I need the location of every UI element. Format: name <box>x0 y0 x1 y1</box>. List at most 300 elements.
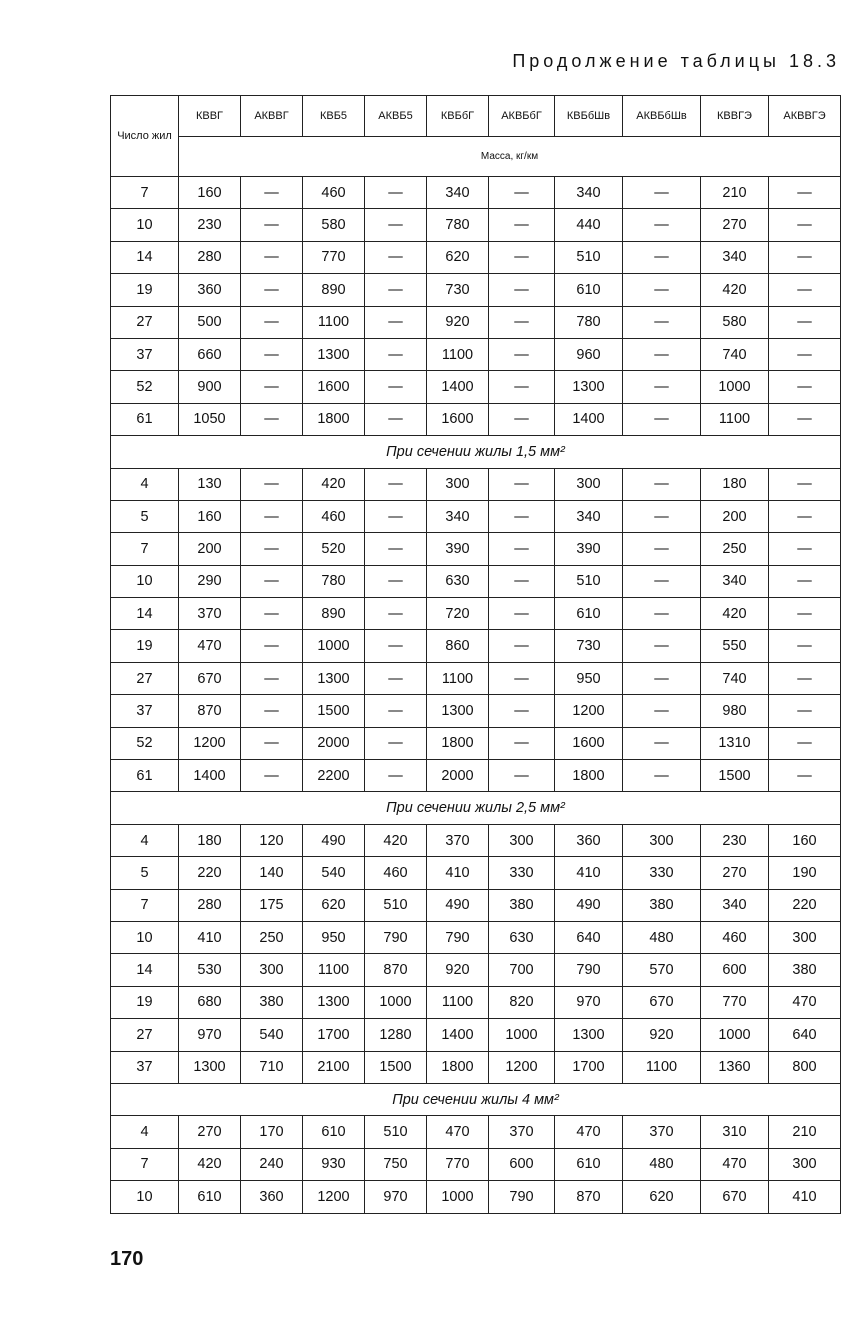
mass-cell: — <box>769 177 841 209</box>
mass-cell: — <box>769 338 841 370</box>
mass-cell: — <box>241 533 303 565</box>
mass-cell: 270 <box>701 857 769 889</box>
mass-cell: 1800 <box>427 727 489 759</box>
core-count-cell: 19 <box>111 630 179 662</box>
mass-cell: 510 <box>555 565 623 597</box>
mass-cell: 300 <box>555 468 623 500</box>
mass-cell: 670 <box>179 662 241 694</box>
mass-cell: — <box>489 630 555 662</box>
table-row <box>111 338 841 370</box>
mass-cell: 410 <box>555 857 623 889</box>
mass-cell: 300 <box>623 824 701 856</box>
unit-row <box>111 137 841 177</box>
section-row <box>111 436 841 468</box>
mass-cell: 460 <box>701 921 769 953</box>
mass-cell: — <box>623 727 701 759</box>
core-count-cell: 27 <box>111 662 179 694</box>
mass-cell: 200 <box>179 533 241 565</box>
mass-cell: — <box>623 468 701 500</box>
mass-cell: 300 <box>769 921 841 953</box>
mass-cell: 210 <box>701 177 769 209</box>
mass-cell: 780 <box>303 565 365 597</box>
mass-cell: 280 <box>179 241 241 273</box>
mass-cell: 370 <box>427 824 489 856</box>
mass-cell: 510 <box>365 1116 427 1148</box>
mass-cell: — <box>365 695 427 727</box>
mass-cell: 370 <box>489 1116 555 1148</box>
mass-cell: 1100 <box>701 403 769 435</box>
mass-cell: — <box>365 241 427 273</box>
mass-cell: 770 <box>701 986 769 1018</box>
core-count-cell: 4 <box>111 468 179 500</box>
core-count-cell: 10 <box>111 1181 179 1213</box>
core-count-cell: 7 <box>111 533 179 565</box>
mass-cell: 1400 <box>555 403 623 435</box>
mass-cell: — <box>241 630 303 662</box>
mass-cell: 530 <box>179 954 241 986</box>
mass-cell: — <box>489 760 555 792</box>
mass-cell: 750 <box>365 1148 427 1180</box>
mass-cell: 780 <box>555 306 623 338</box>
mass-cell: 175 <box>241 889 303 921</box>
mass-cell: 670 <box>623 986 701 1018</box>
mass-cell: 870 <box>179 695 241 727</box>
mass-cell: 730 <box>427 274 489 306</box>
mass-cell: 370 <box>623 1116 701 1148</box>
mass-cell: — <box>489 468 555 500</box>
mass-cell: 330 <box>623 857 701 889</box>
mass-cell: 1100 <box>303 954 365 986</box>
core-count-cell: 52 <box>111 371 179 403</box>
table-row <box>111 889 841 921</box>
mass-cell: 870 <box>365 954 427 986</box>
mass-cell: 1300 <box>179 1051 241 1083</box>
mass-cell: 700 <box>489 954 555 986</box>
column-header: АКВВГЭ <box>769 96 841 137</box>
table-header <box>111 96 841 177</box>
mass-cell: 770 <box>427 1148 489 1180</box>
mass-cell: 790 <box>555 954 623 986</box>
core-count-cell: 14 <box>111 954 179 986</box>
mass-cell: — <box>623 662 701 694</box>
mass-cell: — <box>489 565 555 597</box>
mass-cell: — <box>489 695 555 727</box>
mass-cell: — <box>623 241 701 273</box>
table-row <box>111 177 841 209</box>
mass-cell: — <box>241 727 303 759</box>
mass-cell: 380 <box>769 954 841 986</box>
mass-cell: 1000 <box>701 371 769 403</box>
mass-cell: — <box>769 662 841 694</box>
mass-cell: 300 <box>489 824 555 856</box>
mass-cell: — <box>489 274 555 306</box>
mass-cell: 470 <box>427 1116 489 1148</box>
mass-cell: 140 <box>241 857 303 889</box>
core-count-cell: 10 <box>111 565 179 597</box>
mass-cell: 280 <box>179 889 241 921</box>
mass-cell: 220 <box>179 857 241 889</box>
mass-cell: — <box>769 371 841 403</box>
mass-cell: — <box>241 371 303 403</box>
mass-cell: 920 <box>623 1019 701 1051</box>
mass-cell: 2000 <box>303 727 365 759</box>
mass-cell: 640 <box>555 921 623 953</box>
mass-cell: 420 <box>303 468 365 500</box>
mass-cell: 480 <box>623 1148 701 1180</box>
mass-cell: — <box>769 209 841 241</box>
mass-cell: — <box>365 565 427 597</box>
mass-cell: — <box>623 533 701 565</box>
mass-cell: — <box>769 403 841 435</box>
mass-cell: 120 <box>241 824 303 856</box>
cable-mass-table <box>110 95 841 1214</box>
mass-cell: 380 <box>623 889 701 921</box>
mass-cell: 510 <box>365 889 427 921</box>
mass-cell: 300 <box>241 954 303 986</box>
mass-cell: — <box>365 630 427 662</box>
table-row <box>111 630 841 662</box>
mass-cell: 1310 <box>701 727 769 759</box>
table-row <box>111 986 841 1018</box>
mass-cell: 410 <box>769 1181 841 1213</box>
core-count-cell: 5 <box>111 500 179 532</box>
column-header: КВВГ <box>179 96 241 137</box>
mass-cell: 340 <box>555 500 623 532</box>
core-count-cell: 37 <box>111 1051 179 1083</box>
mass-cell: 610 <box>179 1181 241 1213</box>
mass-cell: 1600 <box>303 371 365 403</box>
table-row <box>111 1116 841 1148</box>
mass-cell: — <box>489 177 555 209</box>
mass-cell: 420 <box>701 598 769 630</box>
core-count-cell: 14 <box>111 598 179 630</box>
table-row <box>111 241 841 273</box>
mass-cell: 160 <box>179 500 241 532</box>
core-count-cell: 27 <box>111 306 179 338</box>
mass-cell: 1100 <box>427 338 489 370</box>
mass-cell: 380 <box>241 986 303 1018</box>
mass-cell: 270 <box>179 1116 241 1148</box>
core-count-cell: 52 <box>111 727 179 759</box>
unit-label: Масса, кг/км <box>179 137 841 177</box>
mass-cell: 790 <box>427 921 489 953</box>
mass-cell: — <box>489 306 555 338</box>
mass-cell: — <box>489 500 555 532</box>
mass-cell: 900 <box>179 371 241 403</box>
mass-cell: 410 <box>427 857 489 889</box>
section-row <box>111 1083 841 1115</box>
table-row <box>111 662 841 694</box>
mass-cell: 1100 <box>427 986 489 1018</box>
mass-cell: — <box>623 760 701 792</box>
mass-cell: 470 <box>701 1148 769 1180</box>
mass-cell: — <box>241 306 303 338</box>
mass-cell: 1100 <box>303 306 365 338</box>
mass-cell: 570 <box>623 954 701 986</box>
mass-cell: 670 <box>701 1181 769 1213</box>
mass-cell: — <box>365 403 427 435</box>
mass-cell: 210 <box>769 1116 841 1148</box>
mass-cell: — <box>623 177 701 209</box>
mass-cell: 340 <box>427 177 489 209</box>
mass-cell: 790 <box>365 921 427 953</box>
mass-cell: — <box>489 371 555 403</box>
mass-cell: 330 <box>489 857 555 889</box>
mass-cell: — <box>769 274 841 306</box>
mass-cell: 290 <box>179 565 241 597</box>
mass-cell: — <box>365 500 427 532</box>
table-row <box>111 695 841 727</box>
mass-cell: — <box>769 306 841 338</box>
core-count-cell: 7 <box>111 1148 179 1180</box>
table-row <box>111 954 841 986</box>
mass-cell: 1000 <box>489 1019 555 1051</box>
mass-cell: 130 <box>179 468 241 500</box>
mass-cell: 250 <box>701 533 769 565</box>
mass-cell: — <box>365 274 427 306</box>
mass-cell: — <box>623 598 701 630</box>
mass-cell: 890 <box>303 598 365 630</box>
mass-cell: 1800 <box>427 1051 489 1083</box>
mass-cell: — <box>769 727 841 759</box>
mass-cell: 490 <box>555 889 623 921</box>
mass-cell: 610 <box>555 1148 623 1180</box>
mass-cell: 1200 <box>489 1051 555 1083</box>
mass-cell: 1300 <box>303 662 365 694</box>
mass-cell: 460 <box>365 857 427 889</box>
mass-cell: — <box>623 403 701 435</box>
mass-cell: — <box>769 468 841 500</box>
mass-cell: 460 <box>303 500 365 532</box>
mass-cell: 500 <box>179 306 241 338</box>
mass-cell: 620 <box>303 889 365 921</box>
column-header: АКВБбШв <box>623 96 701 137</box>
mass-cell: 420 <box>701 274 769 306</box>
mass-cell: 2000 <box>427 760 489 792</box>
section-heading: При сечении жилы 4 мм² <box>111 1083 841 1115</box>
mass-cell: — <box>241 274 303 306</box>
core-count-cell: 5 <box>111 857 179 889</box>
mass-cell: 490 <box>427 889 489 921</box>
mass-cell: 230 <box>701 824 769 856</box>
mass-cell: 540 <box>303 857 365 889</box>
mass-cell: 640 <box>769 1019 841 1051</box>
mass-cell: 600 <box>701 954 769 986</box>
mass-cell: — <box>489 338 555 370</box>
mass-cell: — <box>623 500 701 532</box>
mass-cell: 600 <box>489 1148 555 1180</box>
core-count-cell: 4 <box>111 824 179 856</box>
mass-cell: 1500 <box>365 1051 427 1083</box>
header-row <box>111 96 841 137</box>
table-row <box>111 727 841 759</box>
mass-cell: 920 <box>427 954 489 986</box>
mass-cell: 820 <box>489 986 555 1018</box>
mass-cell: 1300 <box>555 1019 623 1051</box>
mass-cell: 230 <box>179 209 241 241</box>
mass-cell: — <box>623 209 701 241</box>
table-row <box>111 533 841 565</box>
page-number: 170 <box>110 1248 144 1270</box>
mass-cell: 390 <box>555 533 623 565</box>
mass-cell: — <box>769 533 841 565</box>
mass-cell: 440 <box>555 209 623 241</box>
table-continuation-caption: Продолжение таблицы 18.3 <box>512 51 840 71</box>
core-count-cell: 61 <box>111 403 179 435</box>
table-row <box>111 1051 841 1083</box>
mass-cell: 1300 <box>303 986 365 1018</box>
mass-cell: — <box>241 209 303 241</box>
mass-cell: 950 <box>555 662 623 694</box>
mass-cell: — <box>241 565 303 597</box>
mass-cell: 630 <box>427 565 489 597</box>
column-header: АКВБбГ <box>489 96 555 137</box>
mass-cell: — <box>241 338 303 370</box>
mass-cell: 220 <box>769 889 841 921</box>
mass-cell: 160 <box>769 824 841 856</box>
column-header: АКВВГ <box>241 96 303 137</box>
mass-cell: 340 <box>555 177 623 209</box>
core-count-cell: 14 <box>111 241 179 273</box>
mass-cell: 1300 <box>303 338 365 370</box>
mass-cell: 480 <box>623 921 701 953</box>
mass-cell: 1100 <box>427 662 489 694</box>
table-row <box>111 500 841 532</box>
column-header: КВБ5 <box>303 96 365 137</box>
mass-cell: 200 <box>701 500 769 532</box>
mass-cell: 630 <box>489 921 555 953</box>
mass-cell: 970 <box>179 1019 241 1051</box>
mass-cell: — <box>365 598 427 630</box>
mass-cell: 790 <box>489 1181 555 1213</box>
mass-cell: 540 <box>241 1019 303 1051</box>
mass-cell: 970 <box>365 1181 427 1213</box>
mass-cell: 860 <box>427 630 489 662</box>
mass-cell: 580 <box>303 209 365 241</box>
mass-cell: — <box>623 274 701 306</box>
mass-cell: — <box>365 727 427 759</box>
mass-cell: 1500 <box>701 760 769 792</box>
mass-cell: 930 <box>303 1148 365 1180</box>
mass-cell: 980 <box>701 695 769 727</box>
mass-cell: 1700 <box>555 1051 623 1083</box>
mass-cell: 360 <box>555 824 623 856</box>
mass-cell: — <box>623 630 701 662</box>
mass-cell: 800 <box>769 1051 841 1083</box>
mass-cell: 390 <box>427 533 489 565</box>
mass-cell: 1400 <box>179 760 241 792</box>
mass-cell: 180 <box>179 824 241 856</box>
mass-cell: 170 <box>241 1116 303 1148</box>
core-count-cell: 4 <box>111 1116 179 1148</box>
mass-cell: 740 <box>701 338 769 370</box>
mass-cell: 680 <box>179 986 241 1018</box>
mass-cell: — <box>489 598 555 630</box>
mass-cell: 380 <box>489 889 555 921</box>
mass-cell: 2200 <box>303 760 365 792</box>
core-count-cell: 7 <box>111 889 179 921</box>
mass-cell: 1500 <box>303 695 365 727</box>
mass-cell: 920 <box>427 306 489 338</box>
mass-cell: 1000 <box>365 986 427 1018</box>
column-header: АКВБ5 <box>365 96 427 137</box>
mass-cell: 1700 <box>303 1019 365 1051</box>
mass-cell: 610 <box>555 274 623 306</box>
table-row <box>111 403 841 435</box>
mass-cell: — <box>241 177 303 209</box>
mass-cell: — <box>241 598 303 630</box>
mass-cell: 890 <box>303 274 365 306</box>
mass-cell: 340 <box>701 889 769 921</box>
mass-cell: 1600 <box>555 727 623 759</box>
mass-cell: 1000 <box>701 1019 769 1051</box>
mass-cell: — <box>241 468 303 500</box>
mass-cell: 490 <box>303 824 365 856</box>
mass-cell: 620 <box>427 241 489 273</box>
mass-cell: 410 <box>179 921 241 953</box>
mass-cell: — <box>365 371 427 403</box>
mass-cell: — <box>241 760 303 792</box>
core-count-cell: 37 <box>111 338 179 370</box>
mass-cell: — <box>769 630 841 662</box>
table-row <box>111 760 841 792</box>
mass-cell: — <box>365 662 427 694</box>
mass-cell: 1400 <box>427 371 489 403</box>
mass-cell: 1280 <box>365 1019 427 1051</box>
section-row <box>111 792 841 824</box>
mass-cell: 360 <box>241 1181 303 1213</box>
table-row <box>111 1181 841 1213</box>
mass-cell: 510 <box>555 241 623 273</box>
mass-cell: — <box>365 209 427 241</box>
core-count-cell: 10 <box>111 921 179 953</box>
mass-cell: 270 <box>701 209 769 241</box>
mass-cell: 730 <box>555 630 623 662</box>
core-count-cell: 19 <box>111 274 179 306</box>
mass-cell: 240 <box>241 1148 303 1180</box>
mass-cell: 1200 <box>303 1181 365 1213</box>
mass-cell: 1200 <box>555 695 623 727</box>
table-row <box>111 857 841 889</box>
mass-cell: — <box>489 533 555 565</box>
mass-cell: — <box>241 662 303 694</box>
table-row <box>111 1148 841 1180</box>
mass-cell: 970 <box>555 986 623 1018</box>
mass-cell: 580 <box>701 306 769 338</box>
mass-cell: — <box>365 468 427 500</box>
mass-cell: 300 <box>769 1148 841 1180</box>
mass-cell: 520 <box>303 533 365 565</box>
mass-cell: 780 <box>427 209 489 241</box>
mass-cell: — <box>241 695 303 727</box>
mass-cell: 740 <box>701 662 769 694</box>
mass-cell: — <box>623 371 701 403</box>
mass-cell: 550 <box>701 630 769 662</box>
mass-cell: 1050 <box>179 403 241 435</box>
mass-cell: 420 <box>365 824 427 856</box>
mass-cell: 610 <box>555 598 623 630</box>
mass-cell: — <box>489 662 555 694</box>
mass-cell: 340 <box>427 500 489 532</box>
table-row <box>111 274 841 306</box>
mass-cell: — <box>769 241 841 273</box>
mass-cell: — <box>241 403 303 435</box>
column-header: КВБбШв <box>555 96 623 137</box>
table-row <box>111 921 841 953</box>
mass-cell: 710 <box>241 1051 303 1083</box>
mass-cell: — <box>489 727 555 759</box>
table-row <box>111 371 841 403</box>
